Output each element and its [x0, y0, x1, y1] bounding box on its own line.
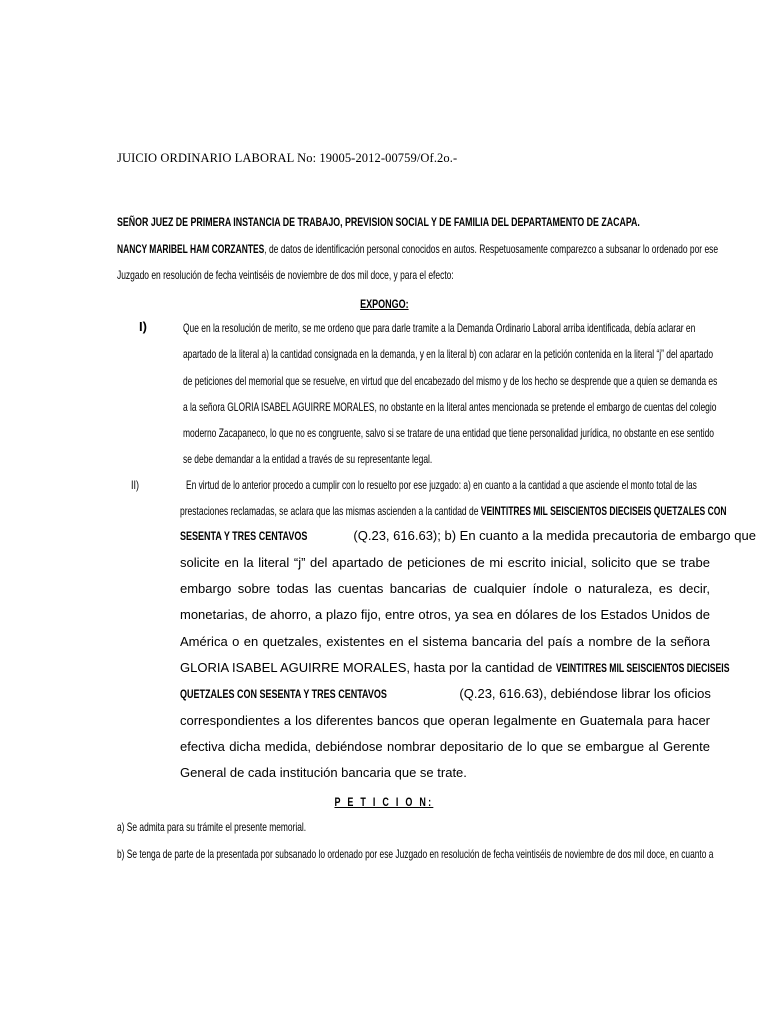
intro-line-1-text: , de datos de identificación personal conocidos en autos. Respetuosamente comparezco a subsanar lo ordenado por ese: [264, 242, 719, 256]
amount-words-cont: SESENTA Y TRES CENTAVOS: [180, 529, 308, 543]
peticion-heading-text: P E T I C I O N:: [334, 795, 434, 809]
section-2-line-8-text: GLORIA ISABEL AGUIRRE MORALES, hasta por la cantidad de: [180, 660, 556, 675]
case-title: JUICIO ORDINARIO LABORAL No: 19005-2012-00759/Of.2o.-: [117, 151, 458, 165]
exponer-heading-text: EXPONGO:: [359, 297, 409, 311]
exponer-heading: [0, 295, 768, 313]
amount-words-2: VEINTITRES MIL SEISCIENTOS DIECISEIS: [555, 661, 730, 675]
section-2-number: II): [131, 478, 140, 492]
section-2-line-3-text: (Q.23, 616.63); b) En cuanto a la medida precautoria de embargo que: [349, 528, 756, 543]
section-1-line: de peticiones del memorial que se resuelve, en virtud que del encabezado del mismo y de los hecho se desprende que a quien se demanda es: [183, 374, 718, 388]
addressee: SEÑOR JUEZ DE PRIMERA INSTANCIA DE TRABAJO, PREVISION SOCIAL Y DE FAMILIA DEL DEPARTAMENTO DE ZACAPA.: [117, 215, 640, 229]
intro-line-1: [117, 242, 718, 256]
section-2-line-3: [180, 528, 756, 543]
section-2-line-10: correspondientes a los diferentes bancos que operan legalmente en Guatemala para hacer: [180, 713, 710, 728]
section-2-line-9: [180, 686, 710, 701]
intro-line-2: Juzgado en resolución de fecha veintiséis de noviembre de dos mil doce, y para el efecto:: [117, 268, 454, 282]
section-2-line-6: monetarias, de ahorro, a plazo fijo, entre otros, ya sea en dólares de los Estados Unidos de: [180, 607, 710, 622]
section-2-line-4: solicite en la literal “j” del apartado de peticiones de mi escrito inicial, solicito que se trabe: [180, 555, 710, 570]
section-2-line-8: [180, 660, 730, 675]
peticion-item-a: a) Se admita para su trámite el presente memorial.: [117, 820, 307, 834]
section-2-line-11: efectiva dicha medida, debiéndose nombrar depositario de lo que se embargue al Gerente: [180, 739, 710, 754]
peticion-item-b: b) Se tenga de parte de la presentada por subsanado lo ordenado por ese Juzgado en resolución de fecha veintiséis de noviembre de dos mil doce, en cuanto a: [117, 847, 714, 861]
section-2-line-1: En virtud de lo anterior procedo a cumplir con lo resuelto por ese juzgado: a) en cuanto a la cantidad a que asciende el monto total de las: [186, 478, 697, 492]
section-1-line: Que en la resolución de merito, se me ordeno que para darle tramite a la Demanda Ordinario Laboral arriba identificada, debía aclarar en: [183, 321, 696, 335]
section-2-line-5: embargo sobre todas las cuentas bancarias de cualquier índole o naturaleza, es decir,: [180, 581, 710, 596]
section-1-line: apartado de la literal a) la cantidad consignada en la demanda, y en la literal b) con aclarar en la petición contenida en la literal “j” del apartado: [183, 347, 713, 361]
section-1-number: I): [139, 319, 147, 334]
section-1-line: a la señora GLORIA ISABEL AGUIRRE MORALES, no obstante en la literal antes mencionada se pretende el embargo de cuentas del colegio: [183, 400, 717, 414]
section-2-line-7: América o en quetzales, existentes en el sistema bancaria del país a nombre de la señora: [180, 634, 710, 649]
peticion-heading: [0, 793, 768, 811]
amount-words-2-cont: QUETZALES CON SESENTA Y TRES CENTAVOS: [180, 687, 387, 701]
section-2-line-2: [180, 504, 726, 518]
section-2-line-2-text: prestaciones reclamadas, se aclara que las mismas ascienden a la cantidad de: [180, 504, 481, 518]
section-1-line: moderno Zacapaneco, lo que no es congruente, salvo si se tratare de una entidad que tiene personalidad jurídica, no obstante en ese sentido: [183, 426, 714, 440]
section-2-line-9-text: (Q.23, 616.63), debiéndose librar los oficios: [455, 686, 711, 701]
amount-words: VEINTITRES MIL SEISCIENTOS DIECISEIS QUETZALES CON: [480, 504, 727, 518]
section-1-line: se debe demandar a la entidad a través de su representante legal.: [183, 452, 433, 466]
section-2-line-12: General de cada institución bancaria que se trate.: [180, 765, 467, 780]
claimant-name: NANCY MARIBEL HAM CORZANTES: [117, 242, 265, 256]
